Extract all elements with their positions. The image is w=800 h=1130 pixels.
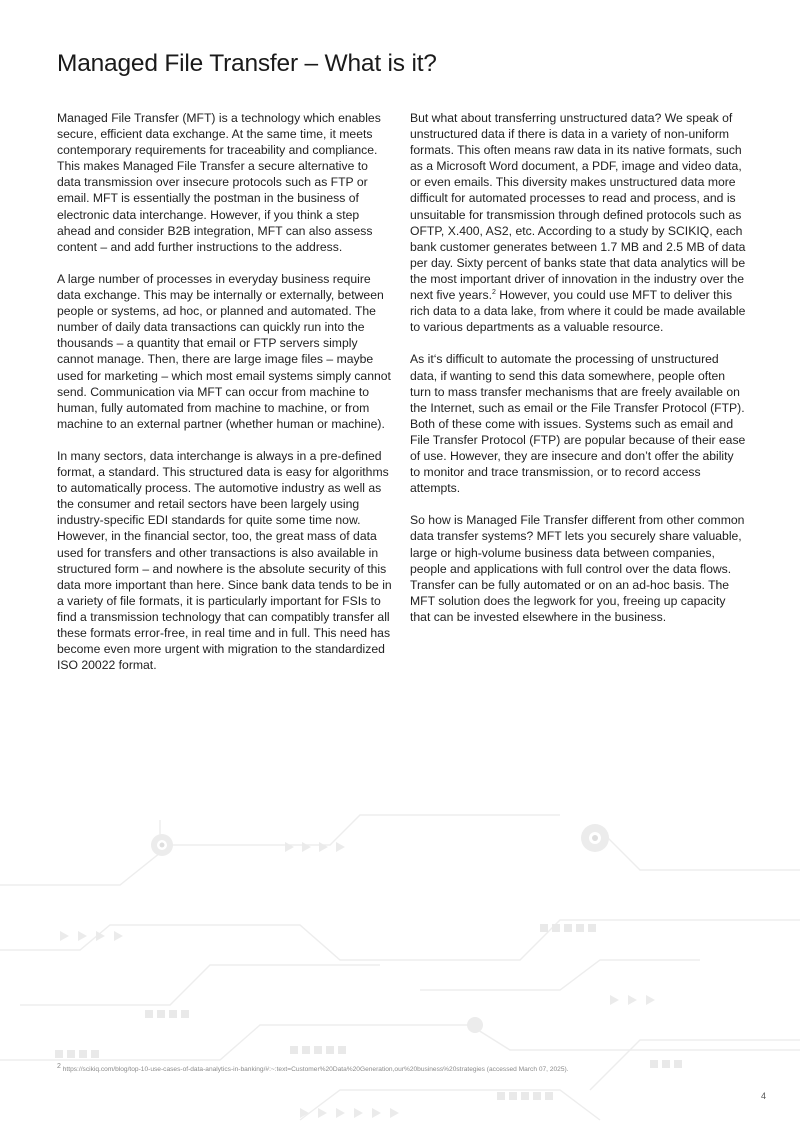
page-number: 4: [760, 1091, 766, 1101]
footnote: [57, 1062, 757, 1073]
paragraph: In many sectors, data interchange is always in a pre-defined format, a standard. This structured data is easy for algorithms to automatically process. The automotive industry as well as the consumer and retail sectors have been largely using industry-specific EDI standards for quite some time now. However, in the financial sector, too, the great mass of data used for transfers and other transactions is also available in structured form – and nowhere is the absolute security of this data more important than here. Since bank data tends to be in a variety of file formats, it is particularly important for FSIs to find a transmission technology that can compatibly transfer all these formats error-free, in real time and in full. This need has become even more urgent with migration to the standardized ISO 20022 format.: [57, 448, 392, 673]
footnote-link[interactable]: https://scikiq.com/blog/top-10-use-cases-of-data-analytics-in-banking/#:~:text=Customer%20Data%20Generation,our%20business%20strategies (accessed March 07, 2025).: [60, 1066, 569, 1073]
paragraph: [410, 110, 746, 335]
left-column: [57, 110, 393, 689]
decorative-circuit-pattern: [0, 790, 800, 1130]
paragraph: A large number of processes in everyday business require data exchange. This may be internally or externally, between people or systems, ad hoc, or planned and automated. The number of daily data transactions can quickly run into the thousands – a quantity that email or FTP servers simply cannot manage. Then, there are large image files – maybe used for marketing – which most email systems simply cannot send. Communication via MFT can occur from machine to human, fully automated from machine to machine, or from machine to an external partner (whether human or machine).: [57, 271, 391, 431]
footnote-reference[interactable]: 2: [491, 288, 496, 296]
paragraph-text: But what about transferring unstructured data? We speak of unstructured data if there is data in a variety of non-uniform formats. This often means raw data in its native formats, such as a Microsoft Word document, a PDF, image and video data, or even emails. This diversity makes unstructured data more difficult for automated processes to read and process, and is unsuitable for transmission through defined protocols such as OFTP, X.400, AS2, etc. According to a study by SCIKIQ, each bank customer generates between 1.7 MB and 2.5 MB of data per day. Sixty percent of banks state that data analytics will be the most important driver of innovation in the industry over the next five years.: [410, 111, 746, 303]
paragraph-text: However, you could use MFT to deliver this rich data to a data lake, from where it could be made available to various departments as a valuable resource.: [410, 288, 746, 335]
paragraph: Managed File Transfer (MFT) is a technology which enables secure, efficient data exchange. At the same time, it meets contemporary requirements for traceability and compliance. This makes Managed File Transfer a secure alternative to data transmission over insecure protocols such as FTP or email. MFT is essentially the postman in the business of electronic data interchange. However, if you think a step ahead and consider B2B integration, MFT can also assess content – and add further instructions to the address.: [57, 111, 381, 254]
page-title: Managed File Transfer – What is it?: [57, 50, 437, 77]
paragraph: So how is Managed File Transfer different from other common data transfer systems? MFT lets you securely share valuable, large or high-volume business data between companies, people and applications with full control over the data flows. Transfer can be fully automated or on an ad-hoc basis. The MFT solution does the legwork for you, freeing up capacity that can be invested elsewhere in the business.: [410, 513, 745, 624]
right-column: [410, 110, 746, 641]
paragraph: As it‘s difficult to automate the processing of unstructured data, if wanting to send this data somewhere, people often turn to mass transfer mechanisms that are freely available on the Internet, such as email or the File Transfer Protocol (FTP). Both of these come with issues. Systems such as email and File Transfer Protocol (FTP) are popular because of their ease of use. However, they are insecure and don’t offer the ability to monitor and trace transmission, or to record access attempts.: [410, 352, 746, 496]
footnote-marker: 2: [57, 1062, 61, 1070]
